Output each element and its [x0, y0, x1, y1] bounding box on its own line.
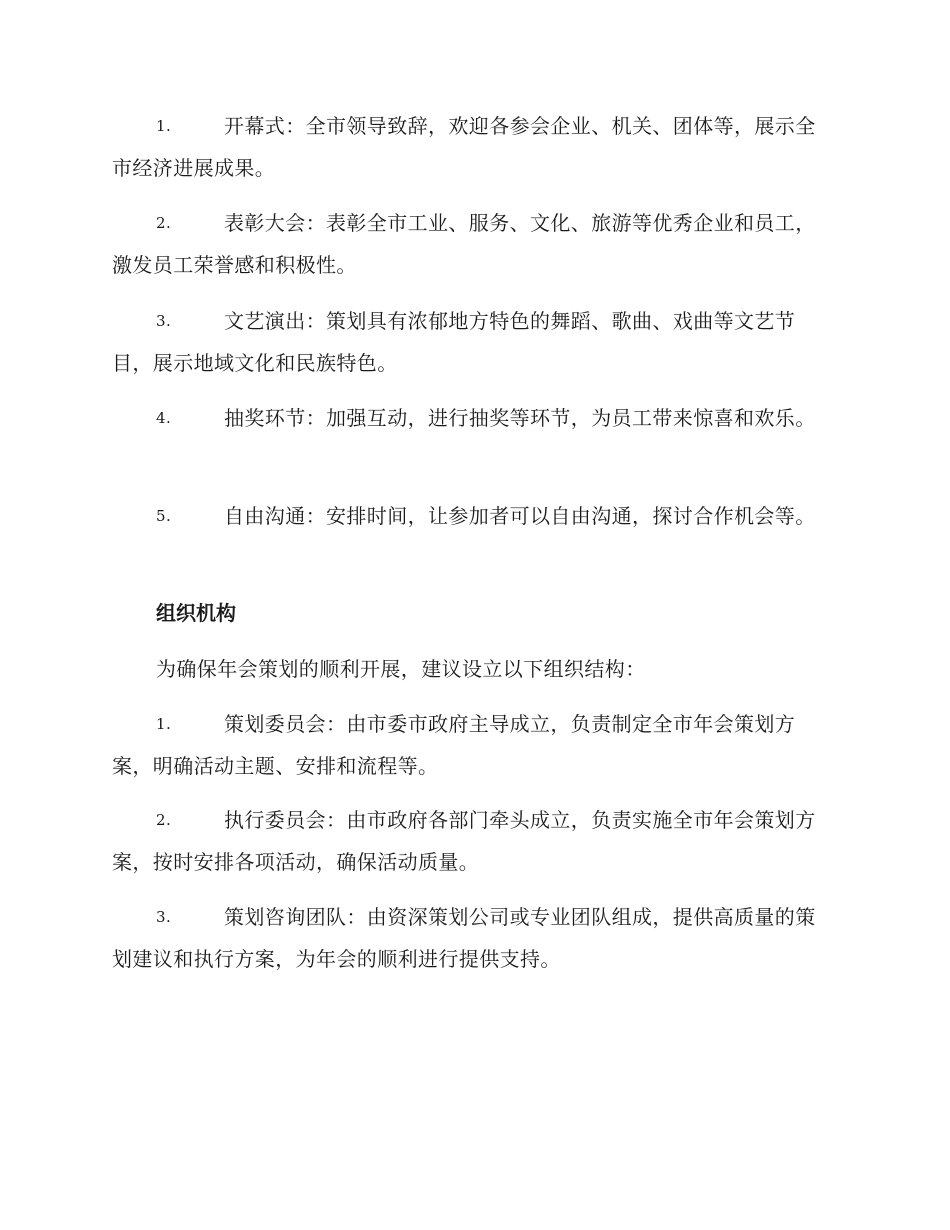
list-number: 5.: [156, 507, 172, 525]
org-item-1: [112, 703, 834, 787]
activity-item-1: [112, 105, 834, 189]
org-item-3: [112, 896, 834, 980]
activity-item-5: [112, 495, 834, 537]
list-number: 3.: [156, 908, 172, 926]
list-number: 1.: [156, 715, 172, 733]
section-heading: 组织机构: [156, 601, 236, 625]
list-text: 文艺演出：策划具有浓郁地方特色的舞蹈、歌曲、戏曲等文艺节目，展示地域文化和民族特色。: [112, 309, 796, 375]
list-text: 表彰大会：表彰全市工业、服务、文化、旅游等优秀企业和员工，激发员工荣誉感和积极性。: [112, 211, 816, 277]
list-text: 开幕式：全市领导致辞，欢迎各参会企业、机关、团体等，展示全市经济进展成果。: [112, 114, 816, 180]
list-number: 2.: [156, 811, 172, 829]
list-number: 4.: [156, 409, 172, 427]
list-text: 抽奖环节：加强互动，进行抽奖等环节，为员工带来惊喜和欢乐。: [224, 406, 816, 430]
list-number: 3.: [156, 312, 172, 330]
list-number: 1.: [156, 117, 172, 135]
activity-item-3: [112, 300, 834, 384]
section-intro: 为确保年会策划的顺利开展，建议设立以下组织结构：: [156, 657, 646, 681]
list-text: 执行委员会：由市政府各部门牵头成立，负责实施全市年会策划方案，按时安排各项活动，确保活动质量。: [112, 808, 816, 874]
org-item-2: [112, 799, 834, 883]
list-text: 策划咨询团队：由资深策划公司或专业团队组成，提供高质量的策划建议和执行方案，为年会的顺利进行提供支持。: [112, 905, 816, 971]
list-text: 策划委员会：由市委市政府主导成立，负责制定全市年会策划方案，明确活动主题、安排和流程等。: [112, 712, 796, 778]
activity-item-4: [112, 397, 834, 439]
activity-item-2: [112, 202, 834, 286]
list-number: 2.: [156, 214, 172, 232]
list-text: 自由沟通：安排时间，让参加者可以自由沟通，探讨合作机会等。: [224, 504, 816, 528]
